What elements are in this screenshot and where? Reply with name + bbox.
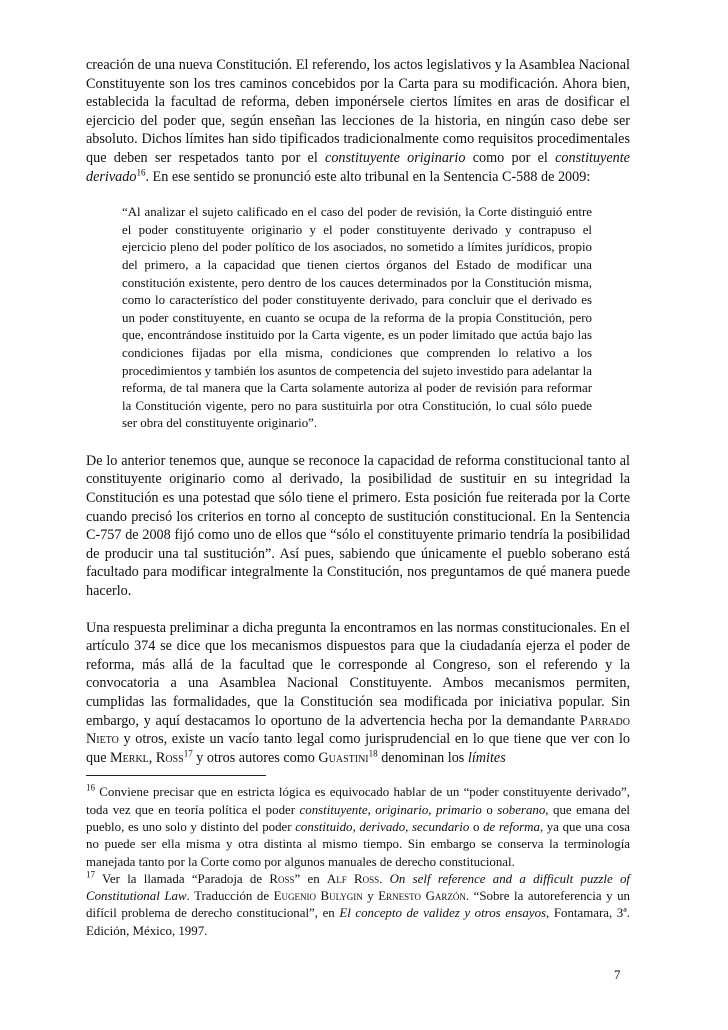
author-name: Merkl [110, 749, 149, 766]
footnote-text: , ya que una cosa no puede ser ella misma y otra distinta al mismo tiempo. Sin embargo se conserva la terminología manejada tanto por la Corte como por algunos manuales de derecho constitucional. [86, 819, 631, 869]
footnote-term: constituyente, originario, primario [299, 802, 482, 817]
author-name: Eugenio Bulygin [273, 889, 363, 904]
footnote-text: . “Sobre la autoreferencia y un difícil problema de derecho constitucional”, en [86, 889, 631, 921]
footnote-number: 16 [86, 783, 95, 794]
author-name: Ross [269, 871, 295, 886]
footnote-divider [86, 775, 266, 776]
footnote-ref-17[interactable]: 17 [183, 748, 193, 759]
footnote-17 [86, 871, 630, 940]
footnote-term: de reforma [483, 819, 540, 834]
term-limites: límites [467, 749, 506, 766]
paragraph-1-text: creación de una nueva Constitución. El referendo, los actos legislativos y la Asamblea Nacional Constituyente son los tres caminos concebidos por la Carta para su modificación. Ahora bien, establecida la facultad de reforma, deben imponérsele ciertos límites en aras de dosificar el ejercicio del poder que, según enseñan las lecciones de la historia, en ningún caso debe ser absoluto. Dichos límites han sido tipificados tradicionalmente como requisitos procedimentales que deben ser respetados tanto por el [86, 57, 630, 166]
author-name: Alf Ross [326, 871, 380, 886]
paragraph-3-text: denominan los [377, 749, 468, 766]
paragraph-1-text: . En ese sentido se pronunció este alto tribunal en la Sentencia C-588 de 2009: [145, 168, 591, 185]
footnote-text: o [481, 802, 498, 817]
block-quote: “Al analizar el sujeto calificado en el caso del poder de revisión, la Corte distinguió entre el poder constituyente originario y el poder constituyente derivado y contrapuso el ejercicio pleno del poder político de los asociados, no sometido a límites jurídicos, propio del primero, a la capacidad que tienen ciertos órganos del Estado de modificar una constitución existente, pero dentro de los cauces determinados por la Constitución misma, como lo característico del poder constituyente derivado, para concluir que el derivado es un poder constituyente, en cuanto se ocupa de la reforma de la propia Constitución, pero que, encontrándose instituido por la Carta vigente, es un poder limitado que actúa bajo las condiciones fijadas por ella misma, condiciones que comprenden lo relativo a los procedimientos y también los asuntos de competencia del sujeto investido para adelantar la reforma, de tal manera que la Carta solamente autoriza al poder de revisión para reformar la Constitución vigente, pero no para sustituirla por otra Constitución, lo cual sólo puede ser obra del constituyente originario”. [122, 205, 592, 431]
footnote-text: o [469, 819, 484, 834]
footnote-number: 17 [86, 869, 95, 880]
paragraph-3-text: y otros autores como [192, 749, 319, 766]
author-name: Ross [155, 749, 184, 766]
footnote-text: Ver la llamada “Paradoja de [95, 871, 270, 886]
footnote-term: soberano [497, 802, 546, 817]
paragraph-3-text: y otros, existe un vacío tanto legal como jurisprudencial en lo que tiene que ver con lo que [86, 731, 630, 766]
paragraph-3 [86, 619, 630, 768]
term-constituyente-derivado: constituyente derivado [86, 149, 630, 185]
footnote-text: , que emana del pueblo, es uno solo y distinto del poder [86, 802, 631, 834]
author-name: Guastini [318, 749, 369, 766]
footnote-text: . Traducción de [186, 889, 274, 904]
footnote-text: y [362, 889, 379, 904]
footnote-16 [86, 784, 630, 870]
footnote-text: Conviene precisar que en estricta lógica es equivocado hablar de un “poder constituyente derivado”, toda vez que en teoría política el poder [86, 785, 630, 817]
footnote-term: constituido, derivado, secundario [295, 819, 470, 834]
footnote-ref-16[interactable]: 16 [136, 166, 146, 177]
book-title: On self reference and a difficult puzzle of Constitutional Law [86, 871, 631, 904]
paragraph-1 [86, 56, 630, 186]
author-name: Ernesto Garzón [378, 889, 466, 904]
footnote-text: ” en [294, 871, 327, 886]
paragraph-3-text: , [148, 749, 156, 766]
term-constituyente-originario: constituyente originario [325, 149, 466, 166]
paragraph-1-text: como por el [465, 149, 556, 166]
author-name: Parrado Nieto [86, 712, 630, 748]
page-number: 7 [614, 967, 621, 982]
footnote-ref-18[interactable]: 18 [368, 748, 378, 759]
footnote-text: , Fontamara, 3ª. Edición, México, 1997. [86, 906, 631, 938]
paragraph-2: De lo anterior tenemos que, aunque se reconoce la capacidad de reforma constitucional tanto al constituyente originario como al derivado, la posibilidad de sustituir en su integridad la Constitución es una potestad que sólo tiene el primero. Esta posición fue reiterada por la Corte cuando precisó los criterios en torno al concepto de sustitución constitucional. En la Sentencia C-757 de 2008 fijó como uno de ellos que “sólo el constituyente primario tendría la posibilidad de producir una tal sustitución”. Así pues, sabiendo que únicamente el pueblo soberano está facultado para modificar integralmente la Constitución, nos preguntamos de qué manera puede hacerlo. [86, 452, 630, 600]
paragraph-3-text: Una respuesta preliminar a dicha pregunta la encontramos en las normas constitucionales. En el artículo 374 se dice que los mecanismos dispuestos para que la ciudadanía ejerza el poder de reforma, más allá de la facultad que le corresponde al Congreso, son el referendo y la convocatoria a una Asamblea Nacional Constituyente. Ambos mecanismos permiten, cumplidas las formalidades, que la Constitución sea modificada por iniciativa popular. Sin embargo, y aquí destacamos lo oportuno de la advertencia hecha por la demandante [86, 619, 630, 729]
page-body [86, 56, 630, 940]
footnote-text: . [379, 871, 390, 886]
book-title: El concepto de validez y otros ensayos [339, 906, 547, 921]
